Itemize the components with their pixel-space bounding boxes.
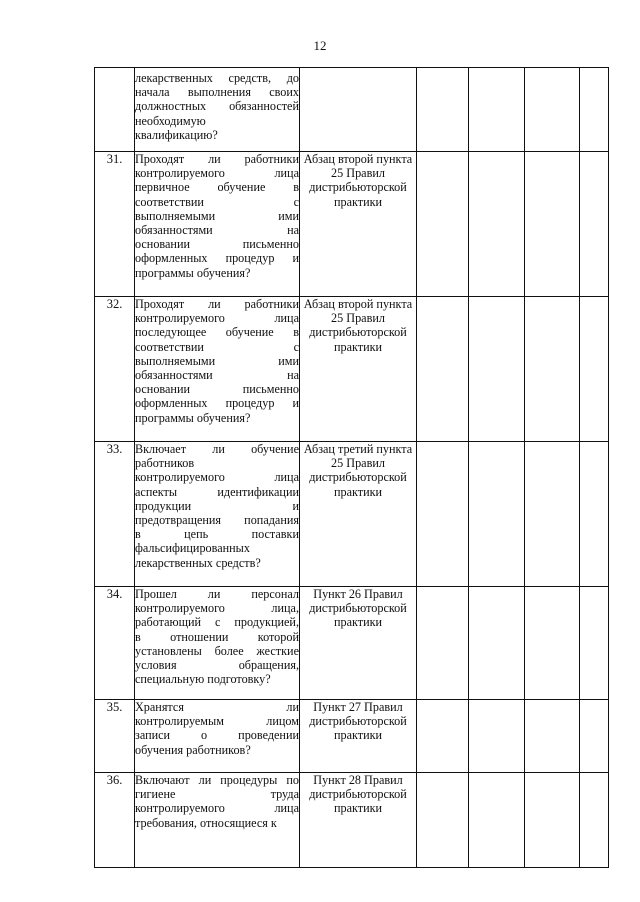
- row-number-cell: [95, 442, 135, 587]
- answer-na-cell: [525, 773, 580, 868]
- table-row: [95, 773, 609, 868]
- row-number: 36.: [106, 773, 123, 787]
- question-text-line: квалификацию?: [135, 127, 218, 142]
- question-text-line: программы обучения?: [135, 265, 251, 280]
- answer-no-cell: [469, 700, 525, 773]
- legal-basis-text: Абзац второй пункта 25 Правил дистрибьюторской практики: [303, 297, 413, 354]
- row-number: 35.: [106, 700, 123, 714]
- notes-cell: [580, 297, 609, 442]
- question-cell: [135, 442, 300, 587]
- answer-na-cell: [525, 442, 580, 587]
- legal-basis-text: Пункт 26 Правил дистрибьюторской практики: [309, 587, 407, 630]
- question-text-line: основании письменно: [135, 382, 299, 397]
- legal-basis-text: Абзац второй пункта 25 Правил дистрибьюторской практики: [303, 152, 413, 209]
- question-text-line: требования, относящиеся к: [135, 815, 277, 830]
- table-row: [95, 442, 609, 587]
- answer-no-cell: [469, 152, 525, 297]
- legal-basis-text: Пункт 28 Правил дистрибьюторской практики: [309, 773, 407, 816]
- question-text-line: контролируемого лица: [135, 311, 299, 326]
- answer-no-cell: [469, 297, 525, 442]
- legal-basis-text: Пункт 27 Правил дистрибьюторской практики: [309, 700, 407, 743]
- question-text-line: Включают ли процедуры по: [135, 773, 299, 787]
- notes-cell: [580, 442, 609, 587]
- question-text-line: контролируемого лица: [135, 801, 299, 816]
- row-number-cell: [95, 152, 135, 297]
- answer-na-cell: [525, 297, 580, 442]
- answer-yes-cell: [417, 442, 469, 587]
- row-number-cell: [95, 297, 135, 442]
- question-text-line: контролируемого лица: [135, 166, 299, 181]
- question-text-line: выполняемыми ими: [135, 208, 299, 223]
- answer-no-cell: [469, 68, 525, 152]
- table-row: [95, 152, 609, 297]
- question-text-line: обязанностями на: [135, 368, 299, 383]
- row-number: 32.: [106, 297, 123, 311]
- question-text-line: специальную подготовку?: [135, 672, 271, 687]
- notes-cell: [580, 773, 609, 868]
- question-text-line: условия обращения,: [135, 658, 299, 673]
- legal-basis-text: Абзац третий пункта 25 Правил дистрибьюторской практики: [303, 442, 413, 499]
- legal-basis-cell: [300, 152, 417, 297]
- question-text-line: аспекты идентификации: [135, 484, 299, 499]
- question-text-line: должностных обязанностей: [135, 99, 299, 114]
- question-cell: [135, 68, 300, 152]
- page-number: 12: [313, 38, 327, 53]
- question-text-line: предотвращения попадания: [135, 513, 299, 528]
- answer-no-cell: [469, 587, 525, 700]
- question-text-line: лекарственных средств?: [135, 555, 261, 570]
- question-text-line: продукции и: [135, 498, 299, 513]
- answer-yes-cell: [417, 773, 469, 868]
- question-text-line: последующее обучение в: [135, 325, 299, 340]
- notes-cell: [580, 152, 609, 297]
- checklist-table: [94, 67, 609, 868]
- question-cell: [135, 700, 300, 773]
- table-row: [95, 68, 609, 152]
- question-text-line: Прошел ли персонал: [135, 587, 299, 601]
- answer-na-cell: [525, 700, 580, 773]
- question-cell: [135, 773, 300, 868]
- row-number-cell: [95, 587, 135, 700]
- answer-na-cell: [525, 587, 580, 700]
- answer-yes-cell: [417, 700, 469, 773]
- question-text-line: установлены более жесткие: [135, 643, 299, 658]
- question-text-line: контролируемого лица: [135, 470, 299, 485]
- row-number-cell: [95, 773, 135, 868]
- legal-basis-cell: [300, 297, 417, 442]
- notes-cell: [580, 587, 609, 700]
- question-text-line: работающий с продукцией,: [135, 615, 299, 630]
- question-text-line: оформленных процедур и: [135, 251, 299, 266]
- question-text-line: Включает ли обучение: [135, 442, 299, 456]
- answer-no-cell: [469, 442, 525, 587]
- row-number: 31.: [106, 152, 123, 166]
- question-text-line: контролируемым лицом: [135, 714, 299, 729]
- question-cell: [135, 152, 300, 297]
- answer-na-cell: [525, 152, 580, 297]
- row-number-cell: [95, 68, 135, 152]
- answer-yes-cell: [417, 587, 469, 700]
- row-number: 34.: [106, 587, 123, 601]
- table-row: [95, 587, 609, 700]
- answer-yes-cell: [417, 297, 469, 442]
- question-text-line: контролируемого лица,: [135, 601, 299, 616]
- question-text-line: в цепь поставки: [135, 527, 299, 542]
- answer-no-cell: [469, 773, 525, 868]
- question-text-line: Проходят ли работники: [135, 152, 299, 166]
- question-text-line: программы обучения?: [135, 410, 251, 425]
- question-text-line: первичное обучение в: [135, 180, 299, 195]
- question-text-line: соответствии с: [135, 194, 299, 209]
- legal-basis-cell: [300, 700, 417, 773]
- question-text-line: в отношении которой: [135, 629, 299, 644]
- question-text-line: Хранятся ли: [135, 700, 299, 714]
- legal-basis-cell: [300, 68, 417, 152]
- answer-yes-cell: [417, 68, 469, 152]
- question-text-line: необходимую: [135, 113, 206, 128]
- question-text-line: обучения работников?: [135, 742, 251, 757]
- question-text-line: начала выполнения своих: [135, 85, 299, 100]
- table-row: [95, 297, 609, 442]
- question-text-line: лекарственных средств, до: [135, 71, 299, 85]
- question-text-line: выполняемыми ими: [135, 353, 299, 368]
- answer-yes-cell: [417, 152, 469, 297]
- answer-na-cell: [525, 68, 580, 152]
- question-cell: [135, 587, 300, 700]
- notes-cell: [580, 68, 609, 152]
- question-text-line: Проходят ли работники: [135, 297, 299, 311]
- legal-basis-cell: [300, 442, 417, 587]
- row-number-cell: [95, 700, 135, 773]
- question-text-line: работников: [135, 456, 195, 471]
- legal-basis-cell: [300, 773, 417, 868]
- question-text-line: записи о проведении: [135, 728, 299, 743]
- question-text-line: соответствии с: [135, 339, 299, 354]
- question-text-line: гигиене труда: [135, 787, 299, 802]
- legal-basis-cell: [300, 587, 417, 700]
- question-text-line: фальсифицированных: [135, 541, 250, 556]
- question-text-line: основании письменно: [135, 237, 299, 252]
- question-text-line: обязанностями на: [135, 223, 299, 238]
- notes-cell: [580, 700, 609, 773]
- question-cell: [135, 297, 300, 442]
- question-text-line: оформленных процедур и: [135, 396, 299, 411]
- table-row: [95, 700, 609, 773]
- row-number: 33.: [106, 442, 123, 456]
